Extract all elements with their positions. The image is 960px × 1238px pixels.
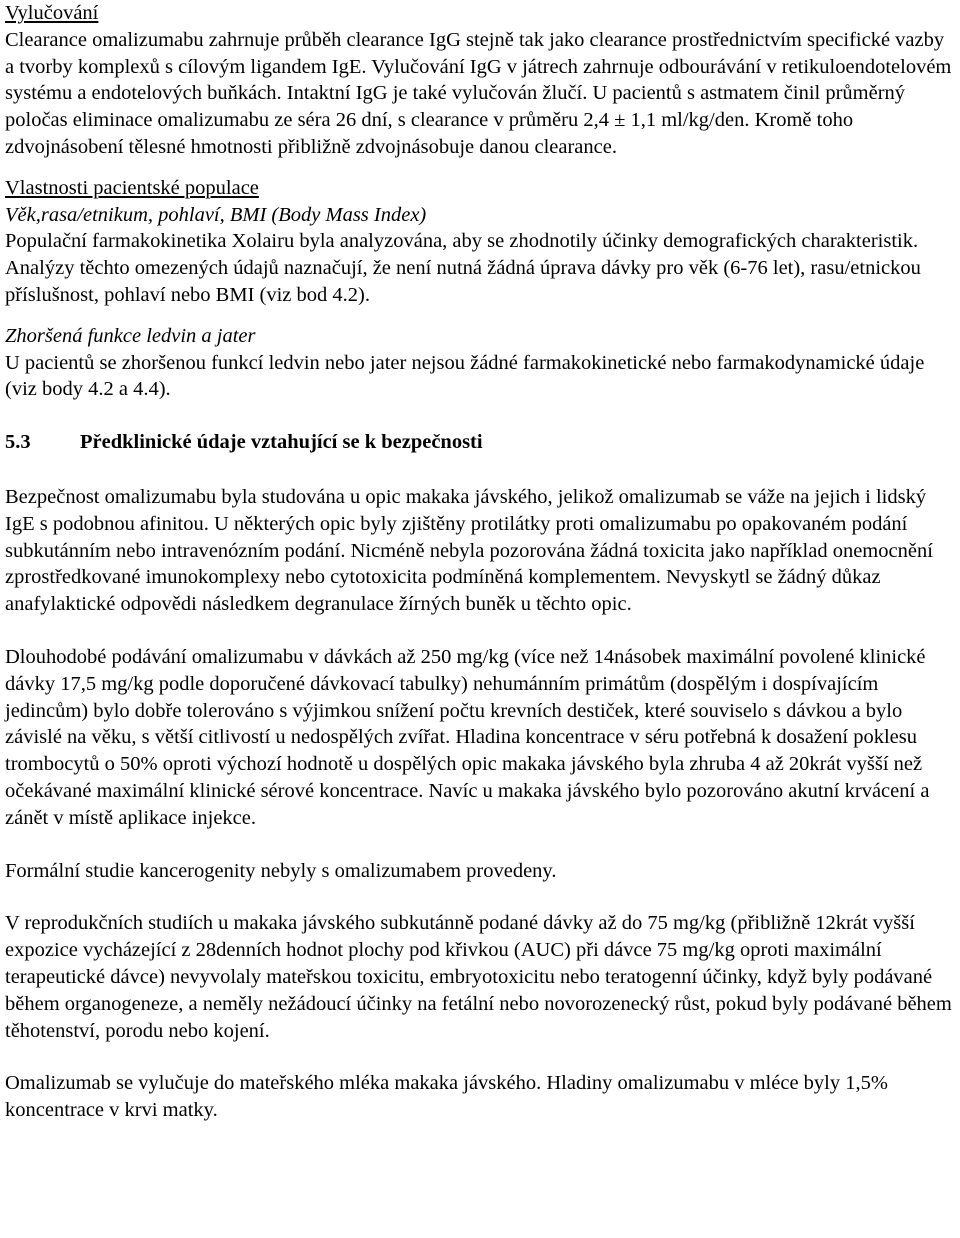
paragraph-safety-studies: Bezpečnost omalizumabu byla studována u opic makaka jávského, jelikož omalizumab se váže na jejich i lidský IgE s podobnou afinitou. U některých opic byly zjištěny protilátky proti omalizumabu po opakovaném podání subkutánním nebo intravenózním podání. Nicméně nebyla pozorována žádná toxicita jako například onemocnění zprostředkované imunokomplexy nebo cytotoxicita podmíněná komplementem. Nevyskytl se žádný důkaz anafylaktické odpovědi následkem degranulace žírných buněk u těchto opic. — [5, 485, 933, 616]
population-subheading: Věk,rasa/etnikum, pohlaví, BMI (Body Mass Index) — [5, 203, 427, 226]
section-title: Předklinické údaje vztahující se k bezpečnosti — [80, 431, 483, 454]
paragraph-carcinogenicity: Formální studie kancerogenity nebyly s omalizumabem provedeny. — [5, 859, 557, 882]
document-page — [5, 0, 957, 1124]
elimination-text: Clearance omalizumabu zahrnuje průběh clearance IgG stejně tak jako clearance prostřednictvím specifické vazby a tvorby komplexů s cílovým ligandem IgE. Vylučování IgG v játrech zahrnuje odbourávání v retikuloendotelovém systému a endotelových buňkách. Intaktní IgG je také vylučován žlučí. U pacientů s astmatem činil průměrný poločas eliminace omalizumabu ze séra 26 dní, s clearance v průměru 2,4 ± 1,1 ml/kg/den. Kromě toho zdvojnásobení tělesné hmotnosti přibližně zdvojnásobuje danou clearance. — [5, 28, 952, 158]
paragraph-milk-excretion: Omalizumab se vylučuje do mateřského mléka makaka jávského. Hladiny omalizumabu v mléce byly 1,5% koncentrace v krvi matky. — [5, 1072, 888, 1122]
paragraph-long-term-dosing: Dlouhodobé podávání omalizumabu v dávkách až 250 mg/kg (více než 14násobek maximální povolené klinické dávky 17,5 mg/kg podle doporučené dávkovací tabulky) nehumánním primátům (dospělým i dospívajícím jedincům) bylo dobře tolerováno s výjimkou snížení počtu krevních destiček, které souviselo s dávkou a bylo závislé na věku, s větší citlivostí u nedospělých zvířat. Hladina koncentrace v séru potřebná k dosažení poklesu trombocytů o 50% oproti výchozí hodnotě u dospělých opic makaka jávského byla zhruba 4 až 20krát vyšší než očekávané maximální klinické sérové koncentrace. Navíc u makaka jávského bylo pozorováno akutní krvácení a zánět v místě aplikace injekce. — [5, 645, 930, 829]
section-heading — [5, 429, 957, 456]
population-text: Populační farmakokinetika Xolairu byla analyzována, aby se zhodnotily účinky demografických charakteristik. Analýzy těchto omezených údajů naznačují, že není nutná žádná úprava dávky pro věk (6-76 let), rasu/etnickou příslušnost, pohlaví nebo BMI (viz bod 4.2). — [5, 230, 921, 306]
section-number: 5.3 — [5, 431, 31, 454]
paragraph-reproduction: V reprodukčních studiích u makaka jávského subkutánně podané dávky až do 75 mg/kg (přibližně 12krát vyšší expozice vycházející z 28denních hodnot plochy pod křivkou (AUC) při dávce 75 mg/kg oproti maximální terapeutické dávce) nevyvolaly mateřskou toxicitu, embryotoxicitu nebo teratogenní účinky, když byly podávané během organogeneze, a neměly nežádoucí účinky na fetální nebo novorozenecký růst, pokud byly podávané během těhotenství, porodu nebo kojení. — [5, 912, 952, 1042]
impairment-text: U pacientů se zhoršenou funkcí ledvin nebo jater nejsou žádné farmakokinetické nebo farmakodynamické údaje (viz body 4.2 a 4.4). — [5, 351, 925, 401]
impairment-heading: Zhoršená funkce ledvin a jater — [5, 324, 256, 347]
population-heading: Vlastnosti pacientské populace — [5, 176, 259, 199]
elimination-heading: Vylučování — [5, 2, 99, 24]
